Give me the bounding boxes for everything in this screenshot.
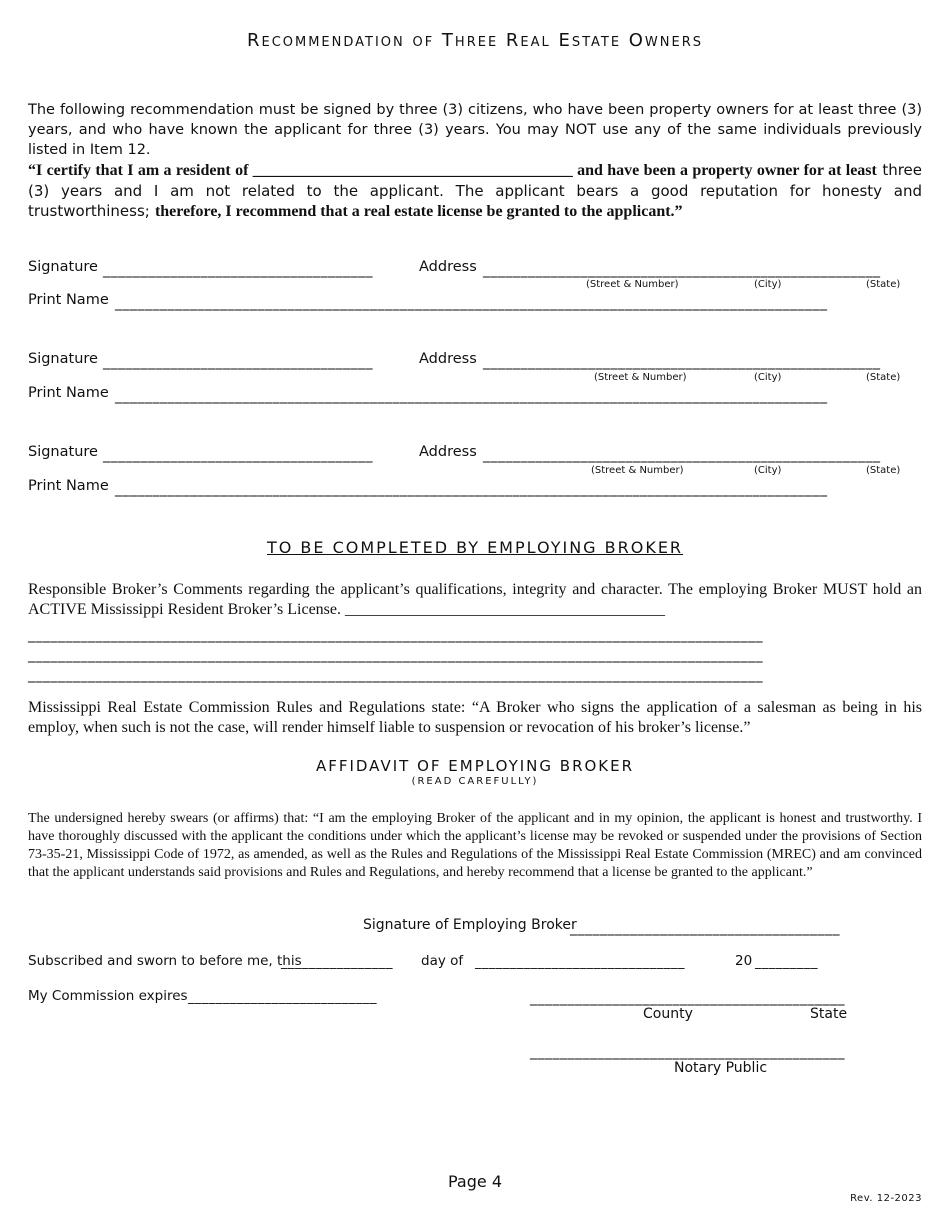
certify-part1: “I certify that I am a resident of ________________________________________ and have been a property owner for at least bbox=[28, 162, 877, 179]
commission-expires-label: My Commission expires bbox=[28, 988, 188, 1004]
signature-label: Signature bbox=[28, 351, 98, 367]
address-label: Address bbox=[419, 444, 477, 460]
rules-statement: Mississippi Real Estate Commission Rules and Regulations state: “A Broker who signs the application of a salesman as being in his employ, when such is not the case, will render himself liable to suspension or revocation of his broker’s license.” bbox=[28, 699, 922, 736]
page-number: Page 4 bbox=[448, 1172, 502, 1191]
street-caption: (Street & Number) bbox=[591, 465, 684, 476]
address-label: Address bbox=[419, 351, 477, 367]
state-caption: (State) bbox=[866, 372, 901, 383]
broker-signature-field[interactable]: ____________________________________ bbox=[570, 920, 840, 936]
certify-part2: three (3) years and I am not related to the applicant. The applicant bears a good reputation for honesty and trustworthiness; bbox=[28, 161, 922, 220]
comment-line[interactable]: __________________________________________________________________________________________________ bbox=[28, 647, 763, 663]
county-state-field[interactable]: __________________________________________ bbox=[530, 990, 845, 1006]
street-caption: (Street & Number) bbox=[594, 372, 687, 383]
state-caption: (State) bbox=[866, 279, 901, 290]
affidavit-subheading: (READ CAREFULLY) bbox=[411, 776, 539, 787]
print-name-field[interactable]: _______________________________________________________________________________________________ bbox=[115, 388, 828, 404]
print-name-field[interactable]: _______________________________________________________________________________________________ bbox=[115, 481, 828, 497]
broker-comments-prompt[interactable]: Responsible Broker’s Comments regarding the applicant’s qualifications, integrity and character. The employing Broker MUST hold an ACTIVE Mississippi Resident Broker’s License. ________________________________________ bbox=[28, 581, 922, 618]
page-title: Recommendation of Three Real Estate Owners bbox=[246, 30, 704, 51]
city-caption: (City) bbox=[754, 372, 782, 383]
intro-paragraph: The following recommendation must be signed by three (3) citizens, who have been property owners for at least three (3) years, and who have known the applicant for three (3) years. You may NOT use any of the same individuals previously listed in Item 12. bbox=[28, 102, 922, 158]
print-name-label: Print Name bbox=[28, 385, 109, 401]
city-caption: (City) bbox=[754, 279, 782, 290]
signature-label: Signature bbox=[28, 444, 98, 460]
sworn-label: Subscribed and sworn to before me, this bbox=[28, 953, 302, 969]
day-of-label: day of bbox=[421, 953, 464, 969]
sworn-month-field[interactable]: ______________________________ bbox=[475, 955, 685, 970]
notary-public-caption: Notary Public bbox=[674, 1060, 768, 1076]
certification-statement bbox=[28, 160, 922, 222]
affidavit-text: The undersigned hereby swears (or affirms) that: “I am the employing Broker of the applicant and in my opinion, the applicant is honest and trustworthy. I have thoroughly discussed with the applicant the conditions under which the applicant’s license may be revoked or suspended under the provisions of Section 73-35-21, Mississippi Code of 1972, as amended, as well as the Rules and Regulations of the Mississippi Real Estate Commission (MREC) and am convinced that the applicant understands said provisions and Rules and Regulations, and hereby recommend that a license be granted to the applicant.” bbox=[28, 811, 922, 880]
signature-field[interactable]: ____________________________________ bbox=[103, 354, 373, 370]
street-caption: (Street & Number) bbox=[586, 279, 679, 290]
signature-field[interactable]: ____________________________________ bbox=[103, 262, 373, 278]
sworn-year-field[interactable]: _________ bbox=[755, 955, 818, 970]
address-field[interactable]: _____________________________________________________ bbox=[483, 354, 881, 370]
notary-signature-field[interactable]: __________________________________________ bbox=[530, 1044, 845, 1060]
state-caption: (State) bbox=[866, 465, 901, 476]
state-caption: State bbox=[810, 1006, 848, 1022]
certify-part3: therefore, I recommend that a real estate license be granted to the applicant.” bbox=[154, 203, 683, 220]
comment-line[interactable]: __________________________________________________________________________________________________ bbox=[28, 667, 763, 683]
signature-label: Signature bbox=[28, 259, 98, 275]
print-name-label: Print Name bbox=[28, 292, 109, 308]
broker-section-heading: TO BE COMPLETED BY EMPLOYING BROKER bbox=[266, 538, 684, 557]
affidavit-heading: AFFIDAVIT OF EMPLOYING BROKER bbox=[315, 757, 635, 775]
signature-field[interactable]: ____________________________________ bbox=[103, 447, 373, 463]
address-label: Address bbox=[419, 259, 477, 275]
print-name-label: Print Name bbox=[28, 478, 109, 494]
sworn-day-field[interactable]: ________________ bbox=[281, 955, 393, 970]
address-field[interactable]: _____________________________________________________ bbox=[483, 262, 881, 278]
city-caption: (City) bbox=[754, 465, 782, 476]
year-prefix: 20 bbox=[735, 953, 753, 969]
commission-expires-field[interactable]: ___________________________ bbox=[188, 990, 377, 1005]
comment-line[interactable]: __________________________________________________________________________________________________ bbox=[28, 627, 763, 643]
print-name-field[interactable]: _______________________________________________________________________________________________ bbox=[115, 295, 828, 311]
revision-label: Rev. 12-2023 bbox=[850, 1193, 922, 1204]
county-caption: County bbox=[643, 1006, 693, 1022]
broker-signature-label: Signature of Employing Broker bbox=[363, 917, 577, 933]
address-field[interactable]: _____________________________________________________ bbox=[483, 447, 881, 463]
